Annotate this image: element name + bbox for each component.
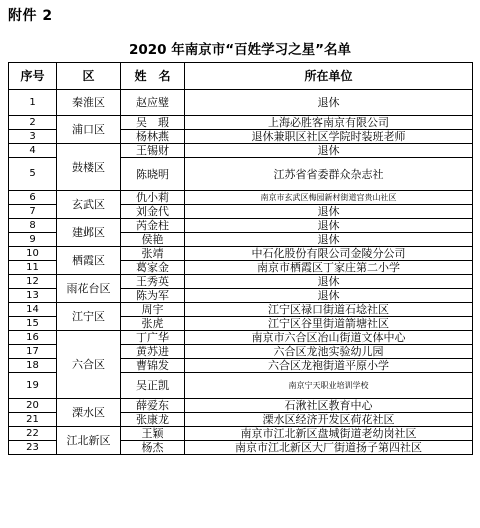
row-unit: 南京市六合区冶山街道文体中心 bbox=[185, 331, 473, 345]
row-number: 4 bbox=[9, 144, 57, 158]
row-unit: 江宁区谷里街道箭塘社区 bbox=[185, 317, 473, 331]
row-number: 22 bbox=[9, 427, 57, 441]
honoree-table bbox=[8, 62, 473, 455]
table-row bbox=[9, 275, 473, 289]
row-unit: 南京市江北新区大厂街道扬子第四社区 bbox=[185, 441, 473, 455]
row-number: 10 bbox=[9, 247, 57, 261]
row-number: 23 bbox=[9, 441, 57, 455]
row-name: 黄苏进 bbox=[121, 345, 185, 359]
table-row bbox=[9, 331, 473, 345]
table-row bbox=[9, 144, 473, 158]
row-unit: 南京市栖霞区丁家庄第二小学 bbox=[185, 261, 473, 275]
row-unit: 中石化股份有限公司金陵分公司 bbox=[185, 247, 473, 261]
row-name: 丁广华 bbox=[121, 331, 185, 345]
row-name: 王颖 bbox=[121, 427, 185, 441]
row-unit: 上海必胜客南京有限公司 bbox=[185, 116, 473, 130]
table-row bbox=[9, 219, 473, 233]
row-unit: 江苏省省委群众杂志社 bbox=[185, 158, 473, 191]
row-name: 吴正凯 bbox=[121, 373, 185, 399]
row-name: 葛家金 bbox=[121, 261, 185, 275]
row-number: 19 bbox=[9, 373, 57, 399]
row-district: 江宁区 bbox=[57, 303, 121, 331]
row-number: 12 bbox=[9, 275, 57, 289]
header-name: 姓 名 bbox=[121, 63, 185, 90]
row-number: 3 bbox=[9, 130, 57, 144]
row-name: 薛爱东 bbox=[121, 399, 185, 413]
row-name: 张康龙 bbox=[121, 413, 185, 427]
row-number: 21 bbox=[9, 413, 57, 427]
row-unit: 退休 bbox=[185, 275, 473, 289]
table-row bbox=[9, 303, 473, 317]
row-unit: 南京市江北新区盘城街道老幼岗社区 bbox=[185, 427, 473, 441]
row-district: 栖霞区 bbox=[57, 247, 121, 275]
row-unit: 六合区龙池实验幼儿园 bbox=[185, 345, 473, 359]
table-row bbox=[9, 116, 473, 130]
row-district: 建邺区 bbox=[57, 219, 121, 247]
row-name: 侯艳 bbox=[121, 233, 185, 247]
table-row bbox=[9, 247, 473, 261]
row-district: 溧水区 bbox=[57, 399, 121, 427]
row-number: 9 bbox=[9, 233, 57, 247]
row-number: 1 bbox=[9, 90, 57, 116]
row-district: 秦淮区 bbox=[57, 90, 121, 116]
row-name: 吴 瑕 bbox=[121, 116, 185, 130]
attachment-label: 附件 2 bbox=[8, 8, 53, 24]
row-number: 2 bbox=[9, 116, 57, 130]
row-name: 赵应璧 bbox=[121, 90, 185, 116]
row-name: 杨林燕 bbox=[121, 130, 185, 144]
row-district: 鼓楼区 bbox=[57, 144, 121, 191]
row-number: 17 bbox=[9, 345, 57, 359]
table-row bbox=[9, 191, 473, 205]
row-district: 玄武区 bbox=[57, 191, 121, 219]
row-unit: 退休 bbox=[185, 205, 473, 219]
row-district: 浦口区 bbox=[57, 116, 121, 144]
row-number: 14 bbox=[9, 303, 57, 317]
page-title: 2020 年南京市“百姓学习之星”名单 bbox=[128, 42, 352, 58]
row-number: 11 bbox=[9, 261, 57, 275]
row-number: 6 bbox=[9, 191, 57, 205]
row-number: 20 bbox=[9, 399, 57, 413]
row-unit: 退休 bbox=[185, 219, 473, 233]
row-number: 15 bbox=[9, 317, 57, 331]
row-number: 7 bbox=[9, 205, 57, 219]
table-row bbox=[9, 399, 473, 413]
row-name: 杨杰 bbox=[121, 441, 185, 455]
row-name: 王锡财 bbox=[121, 144, 185, 158]
row-unit: 退休 bbox=[185, 90, 473, 116]
row-name: 刘金代 bbox=[121, 205, 185, 219]
row-unit: 退休 bbox=[185, 144, 473, 158]
header-district: 区 bbox=[57, 63, 121, 90]
row-name: 陈晓明 bbox=[121, 158, 185, 191]
header-number: 序号 bbox=[9, 63, 57, 90]
row-unit: 石湫社区教育中心 bbox=[185, 399, 473, 413]
table-header-row bbox=[9, 63, 473, 90]
row-name: 张靖 bbox=[121, 247, 185, 261]
row-name: 张虎 bbox=[121, 317, 185, 331]
row-unit: 退休 bbox=[185, 289, 473, 303]
table-row bbox=[9, 90, 473, 116]
row-name: 芮金柱 bbox=[121, 219, 185, 233]
row-unit: 南京市玄武区梅园新村街道宫贵山社区 bbox=[185, 191, 473, 205]
row-district: 雨花台区 bbox=[57, 275, 121, 303]
row-unit: 六合区龙袍街道平原小学 bbox=[185, 359, 473, 373]
row-district: 六合区 bbox=[57, 331, 121, 399]
header-unit: 所在单位 bbox=[185, 63, 473, 90]
row-name: 曹锦发 bbox=[121, 359, 185, 373]
row-number: 5 bbox=[9, 158, 57, 191]
table-row bbox=[9, 427, 473, 441]
row-number: 18 bbox=[9, 359, 57, 373]
row-district: 江北新区 bbox=[57, 427, 121, 455]
row-unit: 南京宁天职业培训学校 bbox=[185, 373, 473, 399]
row-number: 13 bbox=[9, 289, 57, 303]
row-unit: 退休兼职区社区学院时装班老师 bbox=[185, 130, 473, 144]
row-name: 王秀英 bbox=[121, 275, 185, 289]
row-name: 仇小莉 bbox=[121, 191, 185, 205]
row-unit: 溧水区经济开发区荷花社区 bbox=[185, 413, 473, 427]
row-unit: 退休 bbox=[185, 233, 473, 247]
row-unit: 江宁区禄口街道石埝社区 bbox=[185, 303, 473, 317]
row-name: 陈为军 bbox=[121, 289, 185, 303]
row-number: 16 bbox=[9, 331, 57, 345]
row-number: 8 bbox=[9, 219, 57, 233]
row-name: 周宇 bbox=[121, 303, 185, 317]
